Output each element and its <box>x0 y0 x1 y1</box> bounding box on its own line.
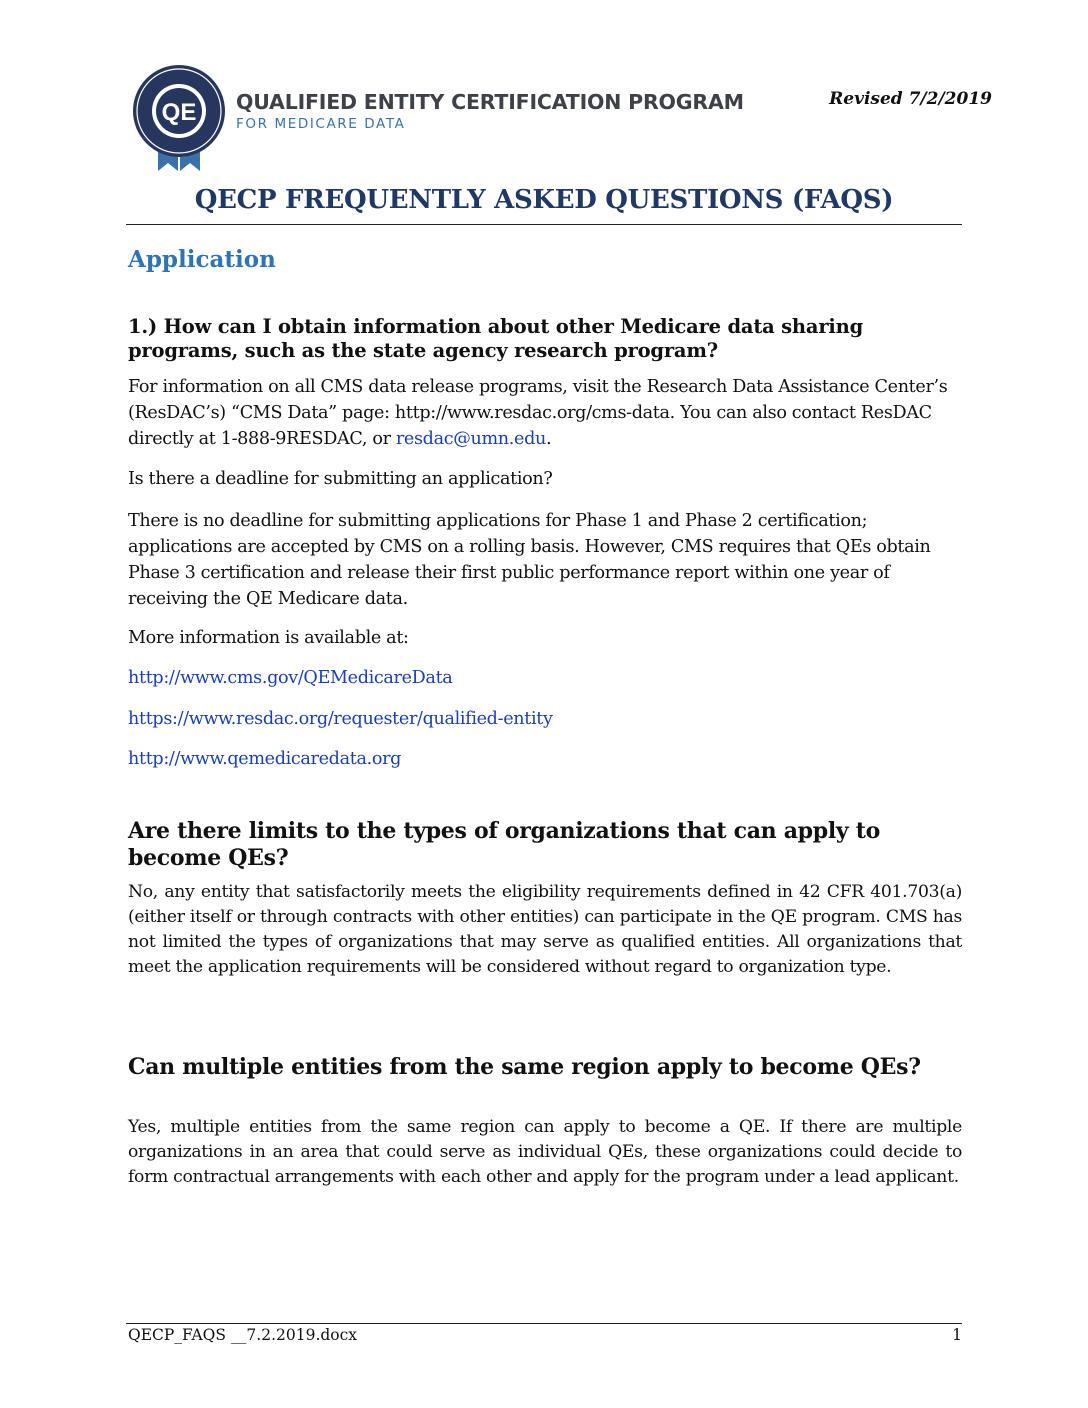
document-title: QECP FREQUENTLY ASKED QUESTIONS (FAQS) <box>194 185 894 215</box>
revised-date: Revised 7/2/2019 <box>829 89 992 109</box>
program-title: QUALIFIED ENTITY CERTIFICATION PROGRAM <box>236 90 744 114</box>
answer-1-end: . <box>545 429 552 449</box>
qemedicaredata-link[interactable]: http://www.qemedicaredata.org <box>128 749 402 769</box>
answer-1 <box>128 374 962 452</box>
question-1: 1.) How can I obtain information about other Medicare data sharing programs, such as the state agency research program? <box>128 315 864 362</box>
question-4: Can multiple entities from the same region apply to become QEs? <box>128 1054 921 1080</box>
resdac-qe-link[interactable]: https://www.resdac.org/requester/qualified-entity <box>128 709 553 729</box>
question-2: Is there a deadline for submitting an application? <box>128 469 553 489</box>
answer-4: Yes, multiple entities from the same region can apply to become a QE. If there are multiple organizations in an area that could serve as individual QEs, these organizations could decide to form contractual arrangements with each other and apply for the program under a lead applicant. <box>128 1117 962 1187</box>
cms-qe-link[interactable]: http://www.cms.gov/QEMedicareData <box>128 668 453 688</box>
page-number: 1 <box>952 1326 962 1344</box>
program-subtitle: FOR MEDICARE DATA <box>236 116 406 132</box>
footer-filename: QECP_FAQS __7.2.2019.docx <box>128 1326 358 1344</box>
qecp-seal-logo <box>128 64 230 172</box>
answer-2: There is no deadline for submitting applications for Phase 1 and Phase 2 certification; applications are accepted by CMS on a rolling basis. However, CMS requires that QEs obtain Phase 3 certification and release their first public performance report within one year of receiving the QE Medicare data. <box>128 511 931 609</box>
section-heading-application: Application <box>128 246 276 273</box>
answer-1-text: For information on all CMS data release programs, visit the Research Data Assistance Center’s (ResDAC’s) “CMS Data” page: http://www.resdac.org/cms-data. You can also contact ResDAC directly at 1-888-9RESDAC, or <box>128 377 948 449</box>
seal-center-text: QE <box>161 99 197 126</box>
more-info-label: More information is available at: <box>128 628 409 648</box>
question-3: Are there limits to the types of organizations that can apply to become QEs? <box>128 818 880 871</box>
footer-divider <box>126 1323 962 1324</box>
title-divider <box>126 224 962 225</box>
answer-3: No, any entity that satisfactorily meets the eligibility requirements defined in 42 CFR 401.703(a) (either itself or through contracts with other entities) can participate in the QE program. CMS has not limited the types of organizations that may serve as qualified entities. All organizations that meet the application requirements will be considered without regard to organization type. <box>128 882 962 977</box>
resdac-email-link[interactable]: resdac@umn.edu <box>395 429 546 449</box>
